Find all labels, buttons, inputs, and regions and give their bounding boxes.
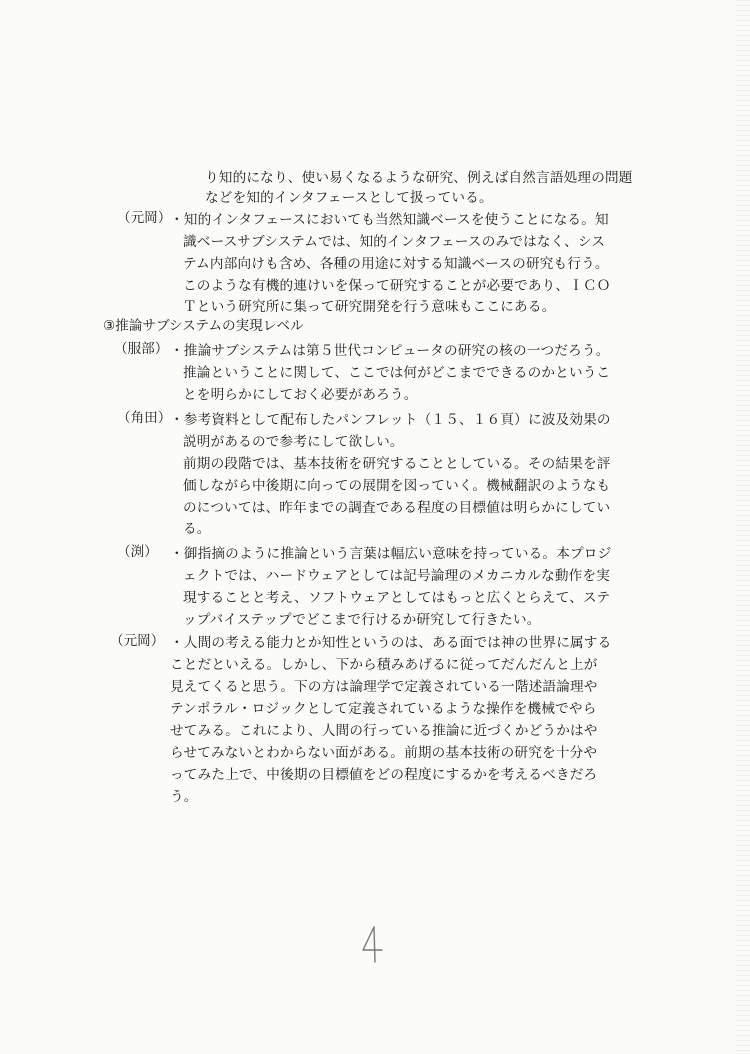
text-line: らせてみないとわからない面がある。前期の基本技術の研究を十分や (170, 745, 598, 761)
speaker-label: （渕） (117, 544, 158, 560)
speaker-label: （服部） (114, 341, 169, 357)
text-line: 説明があるので参考にして欲しい。 (183, 434, 404, 450)
text-line: 現することと考え、ソフトウェアとしてはもっと広くとらえて、ステ (183, 590, 611, 606)
text-line: 推論ということに関して、ここでは何がどこまでできるのかというこ (183, 365, 611, 381)
text-line: などを知的インタフェースとして扱っている。 (205, 190, 493, 206)
scan-edge (736, 0, 750, 1054)
text-line: ってみた上で、中後期の目標値をどの程度にするかを考えるべきだろ (170, 767, 598, 783)
text-line: 価しながら中後期に向っての展開を図っていく。機械翻訳のようなも (183, 478, 611, 494)
text-line: ップバイステップでどこまで行けるか研究して行きたい。 (183, 612, 541, 628)
text-line: ことだといえる。しかし、下から積みあげるに従ってだんだんと上が (170, 657, 598, 673)
speaker-label: （角田） (117, 410, 172, 426)
text-line: う。 (170, 789, 198, 805)
text-line: ・推論サブシステムは第５世代コンピュータの研究の核の一つだろう。 (170, 343, 610, 359)
text-line: テム内部向けも含め、各種の用途に対する知識ベースの研究も行う。 (183, 256, 609, 272)
text-line: とを明らかにしておく必要があろう。 (183, 387, 418, 403)
text-line: 識ベースサブシステムでは、知的インタフェースのみではなく、シス (183, 234, 606, 250)
speaker-label: （元岡） (110, 633, 165, 649)
section-heading: ③推論サブシステムの実現レベル (103, 318, 304, 334)
text-line: ・知的インタフェースにおいても当然知識ベースを使うことになる。知 (170, 212, 609, 228)
text-line: る。 (183, 521, 211, 537)
text-line: このような有機的連けいを保って研究することが必要であり、ＩＣＯ (183, 278, 611, 294)
text-line: ・参考資料として配布したパンフレット（１５、１６頁）に波及効果の (170, 412, 611, 428)
text-line: のについては、昨年までの調査である程度の目標値は明らかにしてい (183, 500, 611, 516)
text-line: ・人間の考える能力とか知性というのは、ある面では神の世界に属する (170, 635, 612, 651)
page-number (359, 924, 385, 964)
text-line: ェクトでは、ハードウェアとしては記号論理のメカニカルな動作を実 (183, 568, 611, 584)
text-line: り知的になり、使い易くなるような研究、例えば自然言語処理の問題 (205, 170, 633, 186)
speaker-label: （元岡） (117, 210, 172, 226)
text-line: 見えてくると思う。下の方は論理学で定義されている一階述語論理や (170, 679, 598, 695)
text-line: Ｔという研究所に集って研究開発を行う意味もここにある。 (183, 299, 556, 315)
text-line: テンポラル・ロジックとして定義されているような操作を機械でやら (170, 701, 597, 717)
text-line: せてみる。これにより、人間の行っている推論に近づくかどうかはや (170, 723, 598, 739)
text-line: 前期の段階では、基本技術を研究することとしている。その結果を評 (183, 456, 611, 472)
text-line: ・御指摘のように推論という言葉は幅広い意味を持っている。本プロジ (170, 546, 612, 562)
